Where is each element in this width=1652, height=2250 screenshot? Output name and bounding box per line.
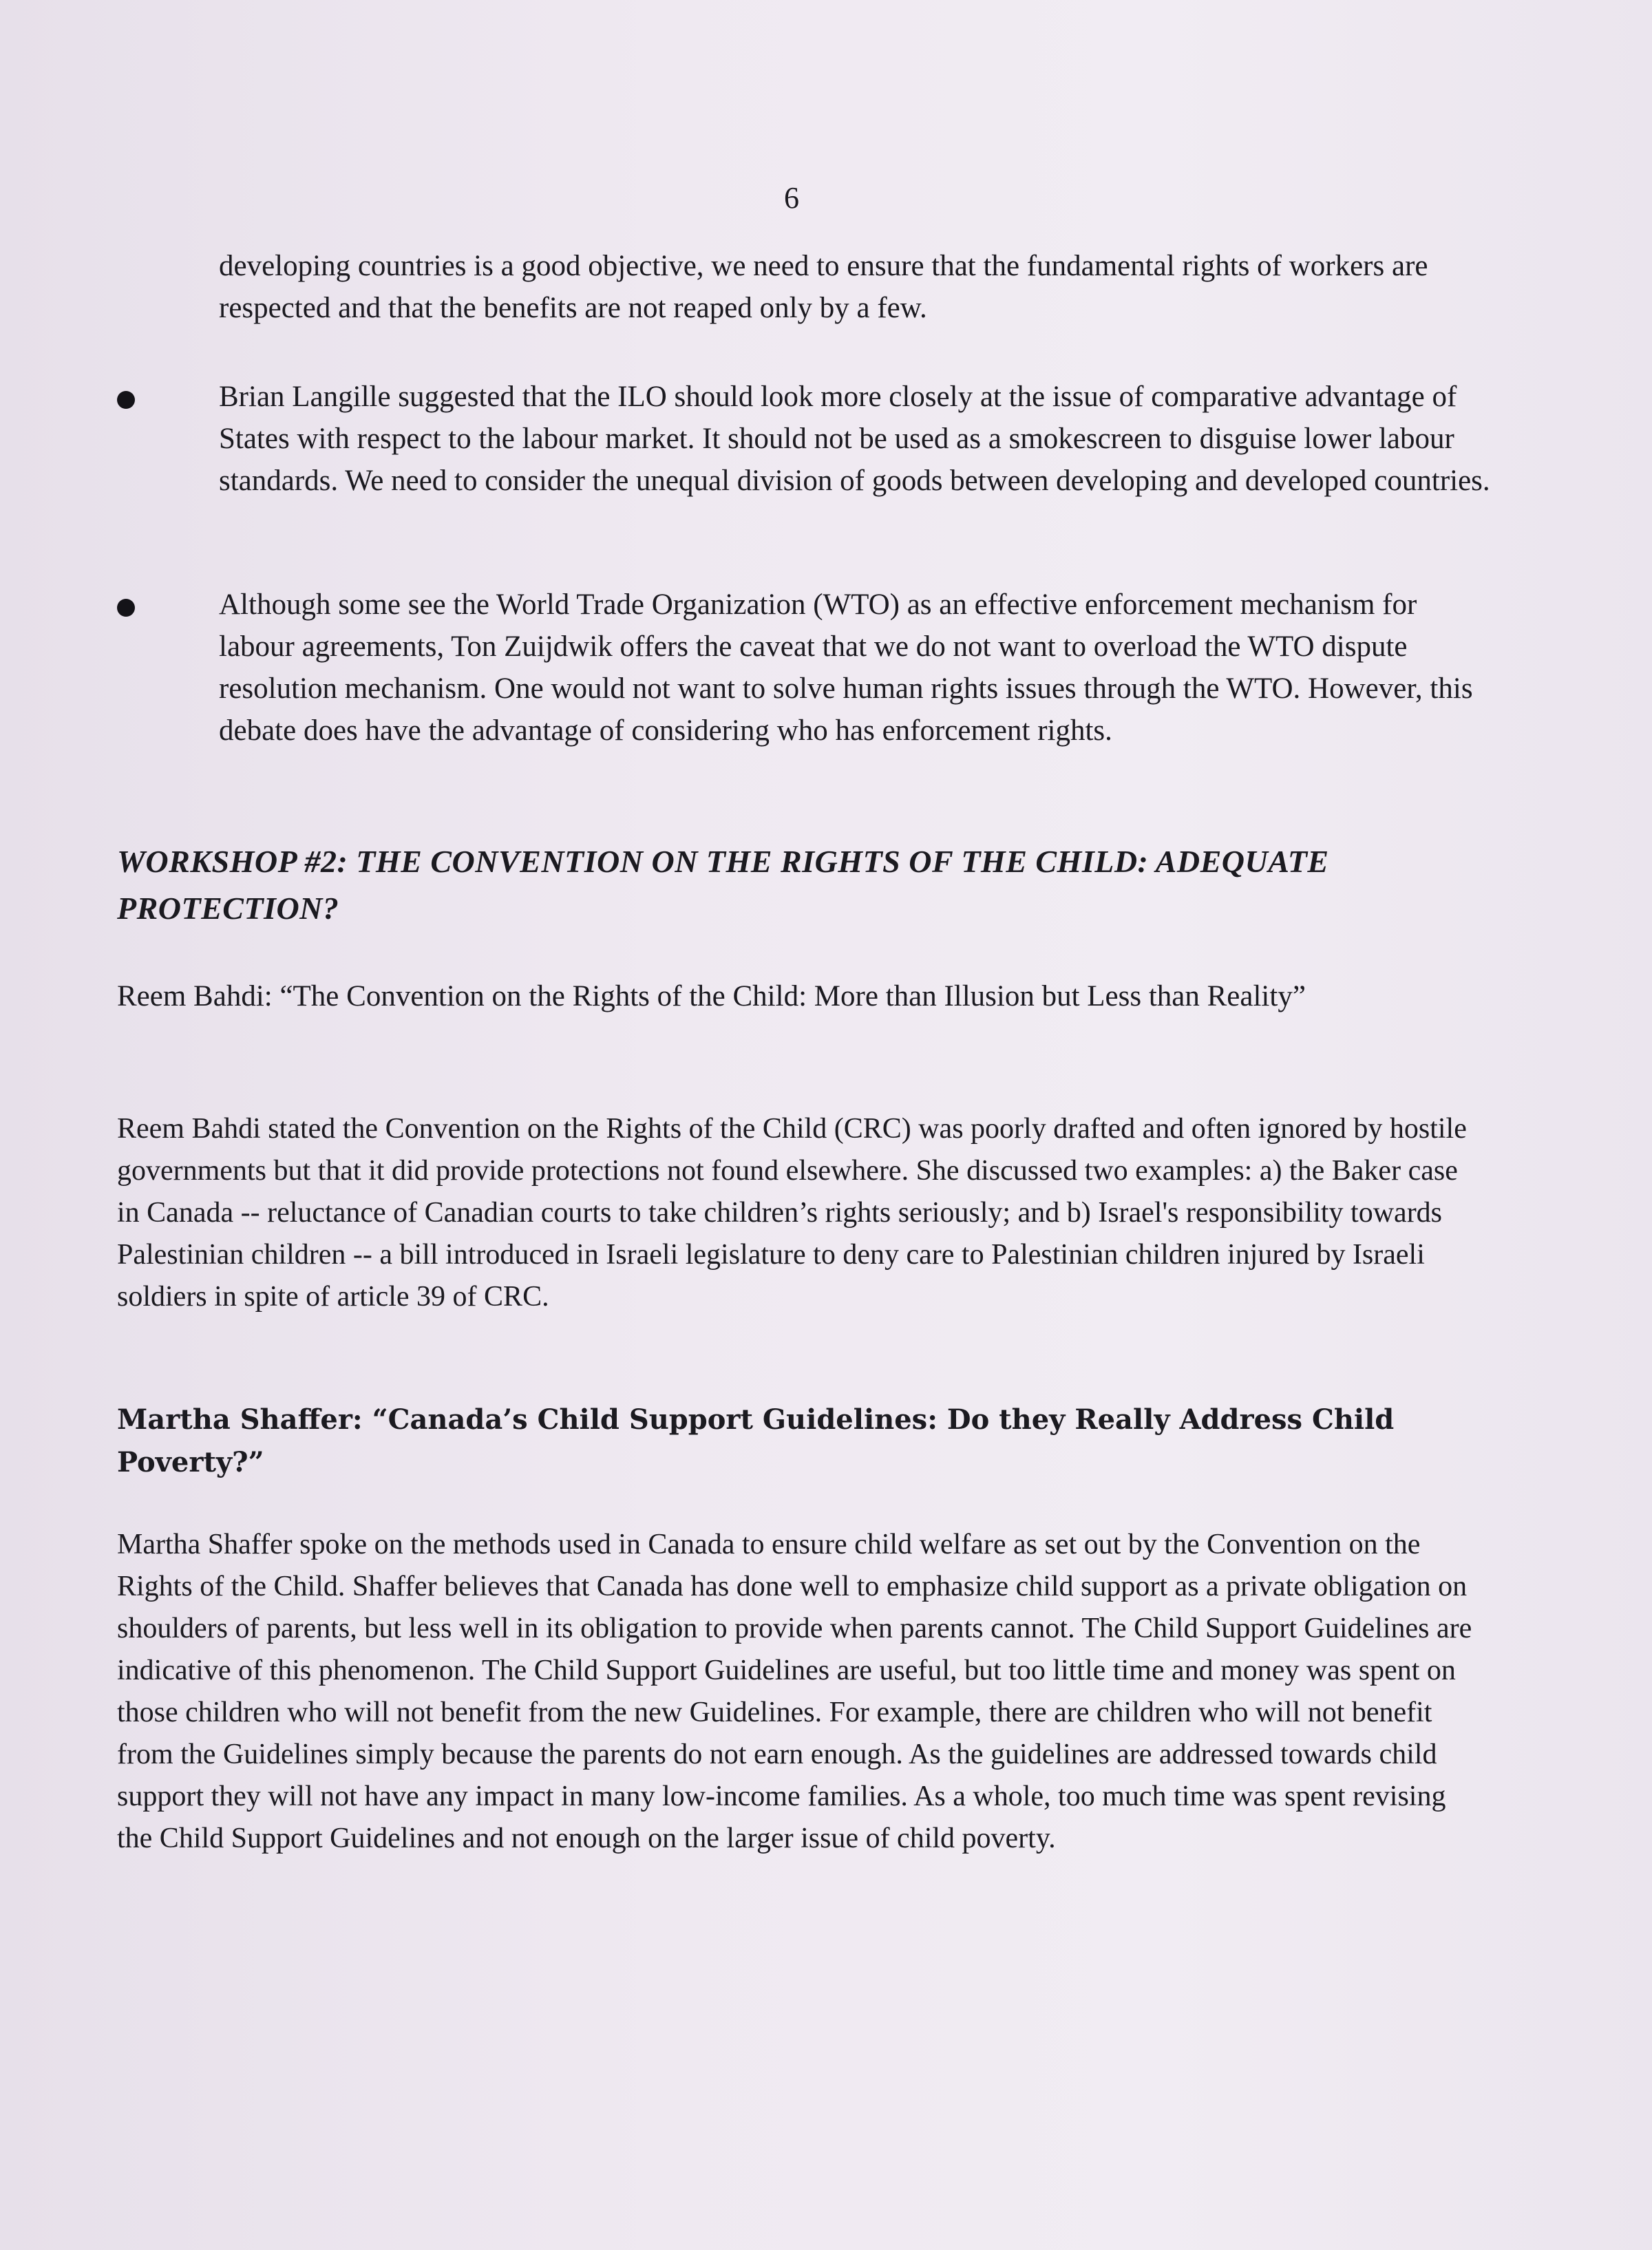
bullet-icon bbox=[117, 391, 135, 409]
bullet-text: Brian Langille suggested that the ILO should look more closely at the issue of comparative advantage of States with respect to the labour market. It should not be used as a smokescreen to disguise lower labour standards. We need to consider the unequal division of goods between developing and developed countries. bbox=[219, 381, 1490, 497]
talk-title-shaffer: Martha Shaffer: “Canada’s Child Support Guidelines: Do they Really Address Child Poverty?” bbox=[117, 1403, 1395, 1478]
workshop-heading: WORKSHOP #2: THE CONVENTION ON THE RIGHTS OF THE CHILD: ADEQUATE PROTECTION? bbox=[117, 844, 1329, 926]
talk-body-shaffer: Martha Shaffer spoke on the methods used in Canada to ensure child welfare as set out by the Convention on the Rights of the Child. Shaffer believes that Canada has done well to emphasize child support as a private obligation on shoulders of parents, but less well in its obligation to provide when parents cannot. The Child Support Guidelines are indicative of this phenomenon. The Child Support Guidelines are useful, but too little time and money was spent on those children who will not benefit from the new Guidelines. For example, there are children who will not benefit from the Guidelines simply because the parents do not earn enough. As the guidelines are addressed towards child support they will not have any impact in many low-income families. As a whole, too much time was spent revising the Child Support Guidelines and not enough on the larger issue of child poverty. bbox=[117, 1529, 1472, 1854]
talk-title-bahdi: Reem Bahdi: “The Convention on the Rights of the Child: More than Illusion but Less than Reality” bbox=[117, 980, 1306, 1012]
continued-paragraph: developing countries is a good objective, we need to ensure that the fundamental rights of workers are respected and that the benefits are not reaped only by a few. bbox=[219, 250, 1428, 324]
bullet-text: Although some see the World Trade Organization (WTO) as an effective enforcement mechanism for labour agreements, Ton Zuijdwik offers the caveat that we do not want to overload the WTO dispute resolution mechanism. One would not want to solve human rights issues through the WTO. However, this debate does have the advantage of considering who has enforcement rights. bbox=[219, 588, 1473, 747]
page-number: 6 bbox=[784, 181, 799, 215]
talk-body-bahdi: Reem Bahdi stated the Convention on the Rights of the Child (CRC) was poorly drafted and often ignored by hostile governments but that it did provide protections not found elsewhere. She discussed two examples: a) the Baker case in Canada -- reluctance of Canadian courts to take children’s rights seriously; and b) Israel's responsibility towards Palestinian children -- a bill introduced in Israeli legislature to deny care to Palestinian children injured by Israeli soldiers in spite of article 39 of CRC. bbox=[117, 1113, 1467, 1313]
bullet-icon bbox=[117, 599, 135, 617]
